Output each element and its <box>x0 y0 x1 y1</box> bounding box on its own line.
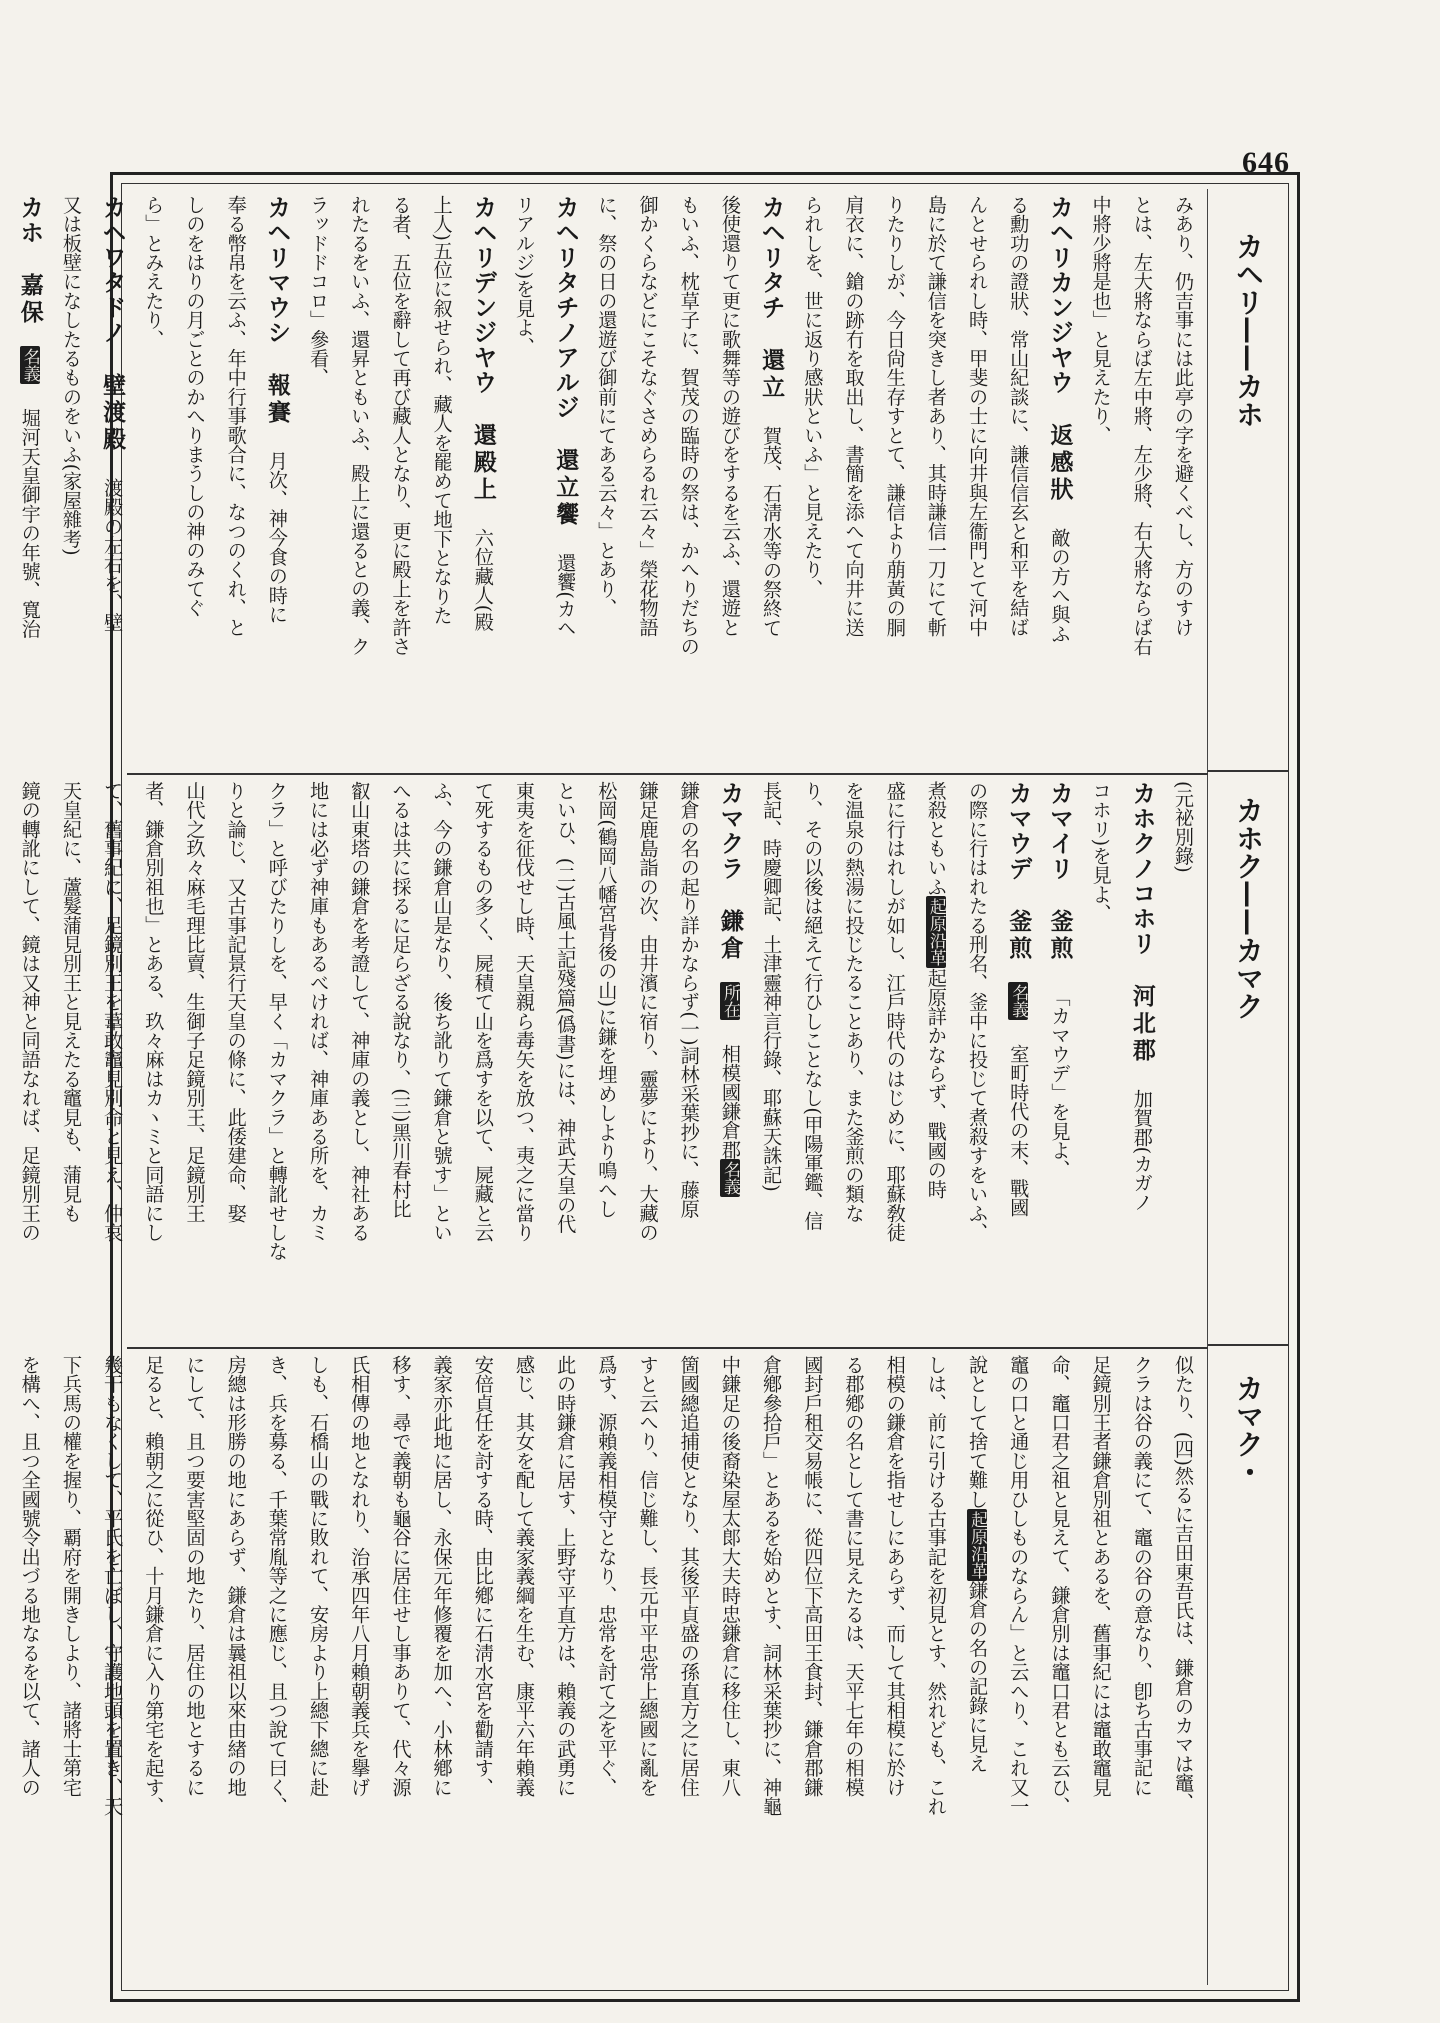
text-column <box>421 781 462 1345</box>
body-text: る郡鄕の名として書に見えたるは、天平七年の相模 <box>842 1355 866 1797</box>
text-column <box>10 781 51 1345</box>
entry-kanji: 釜煎 <box>1046 909 1074 963</box>
text-column <box>957 781 998 1345</box>
text-bands <box>15 189 1208 1985</box>
body-text: りたりしが、今日尙生存すとて、謙信より萠黃の胴 <box>883 195 907 637</box>
text-column <box>545 781 586 1345</box>
entry-text: 賀茂、石淸水等の祭終て <box>760 426 784 638</box>
entry-column <box>1039 195 1080 771</box>
text-column <box>627 1355 668 2003</box>
page-frame-inner <box>15 183 1289 1991</box>
body-text: 山代之玖々麻毛理比賣、生御子足鏡別王、足鏡別王 <box>183 781 207 1223</box>
text-column <box>751 1355 792 2003</box>
section-badge: 名義 <box>19 348 40 383</box>
page-frame <box>15 172 1300 2002</box>
margin-separator <box>1208 770 1288 772</box>
entry-kanji: 壁渡殿 <box>99 373 127 454</box>
text-column <box>669 781 710 1345</box>
entry-headword: カヘリタチノアルジ <box>551 195 580 420</box>
text-column <box>92 1355 133 2003</box>
entry-text: 「カマウデ」を見よ、 <box>1048 987 1072 1179</box>
text-column <box>0 781 10 1345</box>
body-text: 御かくらなどにこそなぐさめらるれ云々」榮花物語 <box>636 195 660 637</box>
text-column <box>792 1355 833 2003</box>
body-text: 鏡の轉訛にして、鏡は又神と同語なれば、足鏡別王の <box>18 781 42 1242</box>
body-text: 下兵馬の權を握り、覇府を開きしより、諸將士第宅 <box>59 1355 83 1797</box>
entry-headword: カヘリマウシ <box>262 195 291 345</box>
body-text <box>0 1355 1 1797</box>
body-text: る者、五位を辭して再び藏人となり、更に殿上を許さ <box>389 195 413 656</box>
text-column <box>998 1355 1039 2003</box>
body-text: 起原詳かならず、戰國の時 <box>924 968 948 1199</box>
text-column <box>669 195 710 771</box>
margin-separator <box>1208 1344 1288 1346</box>
body-text: 說として捨て難し <box>966 1355 990 1509</box>
body-text: 此の時鎌倉に居す、上野守平直方は、賴義の武勇に <box>554 1355 578 1797</box>
body-text: 爲す、源賴義相模守となり、忠常を討て之を平ぐ、 <box>595 1355 619 1797</box>
body-text: といひ、(二)古風土記殘篇(僞書)には、神武天皇の代 <box>554 781 578 1234</box>
body-text: 盛に行はれしが如し、江戶時代のはじめに、耶蘇敎徒 <box>883 781 907 1242</box>
body-text: しのをはりの月ごとのかへりまうしの神のみてぐ <box>183 195 207 618</box>
body-text: 移す、尋で義朝も龜谷に居住せし事ありて、代々源 <box>389 1355 413 1797</box>
body-text: 叡山東塔の鎌倉を考證して、神庫の義とし、神社ある <box>348 781 372 1242</box>
entry-headword: カホ <box>15 195 44 245</box>
spacer <box>1007 963 1030 982</box>
text-column <box>545 1355 586 2003</box>
body-text: クラは谷の義にて、竈の谷の意なり、卽ち古事記に <box>1130 1355 1154 1797</box>
entry-kanji: 報賽 <box>263 373 291 427</box>
body-text: 倉鄕參拾戶」とあるを始めとす、詞林采葉抄に、神龜 <box>760 1355 784 1816</box>
text-column <box>298 1355 339 2003</box>
body-text: クラ」と呼びたりしを、早く「カマクラ」と轉訛せしな <box>265 781 289 1261</box>
text-column <box>957 195 998 771</box>
body-text: 命、竈口君之祖と見えて、鎌倉別は竈口君とも云ひ、 <box>1048 1355 1072 1816</box>
text-column <box>1080 195 1121 771</box>
text-column <box>916 781 957 1345</box>
body-text: 又は板壁になしたるものをいふ(家屋雜考) <box>59 195 83 556</box>
text-column <box>339 195 380 771</box>
text-band-bottom <box>18 1347 1208 2003</box>
entry-text: 相模國鎌倉郡 <box>718 1044 742 1160</box>
entry-headword: カヘワタドノ <box>98 195 127 345</box>
entry-column <box>463 195 504 771</box>
section-badge: 起原沿革 <box>967 1510 988 1579</box>
entry-headword: カマクラ <box>715 781 744 881</box>
entry-column <box>257 195 298 771</box>
margin-header-bottom: カマク・ <box>1232 1374 1265 1486</box>
text-column <box>792 195 833 771</box>
body-text: 肩衣に、鎗の跡冇を取出し、書簡を添へて向井に送 <box>842 195 866 637</box>
body-text: へるは共に採るに足らざる說なり、(三)黑川春村比 <box>389 781 413 1219</box>
text-column <box>133 195 174 771</box>
body-text: を構へ、且つ全國號令出づる地なるを以て、諸人の <box>18 1355 42 1797</box>
body-text <box>0 781 1 1223</box>
text-column <box>380 781 421 1345</box>
text-column <box>463 1355 504 2003</box>
body-text: 天皇紀に、蘆髮蒲見別王と見えたる竈見も、蒲見も <box>59 781 83 1223</box>
body-text <box>0 195 1 637</box>
text-column <box>1080 781 1121 1345</box>
spacer <box>719 963 742 982</box>
entry-text: 敵の方へ與ふ <box>1048 528 1072 644</box>
body-text: とは、左大將ならば左中將、左少將、右大將ならば右 <box>1130 195 1154 656</box>
body-text: 國封戶租交易帳に、從四位下高田王食封、鎌倉郡鎌 <box>801 1355 825 1797</box>
body-text: 感じ、其女を配して義家義綱を生む、康平六年賴義 <box>513 1355 536 1797</box>
section-badge: 名義 <box>1008 984 1029 1019</box>
text-column <box>627 195 668 771</box>
text-column <box>257 781 298 1345</box>
page-number: 646 <box>1242 146 1290 179</box>
entry-column <box>545 195 586 771</box>
text-column <box>174 781 215 1345</box>
text-column <box>1039 1355 1080 2003</box>
text-column <box>10 1355 51 2003</box>
body-text: 上人)五位に叙せられ、藏人を罷めて地下となりた <box>430 195 454 625</box>
body-text: られしを、世に返り感狀といふ」と見えたり、 <box>801 195 825 599</box>
text-column <box>216 1355 257 2003</box>
entry-kanji: 嘉保 <box>16 273 44 327</box>
text-column <box>875 1355 916 2003</box>
body-text: 鎌足鹿島詣の次、由井濱に宿り、靈夢により、大藏の <box>636 781 660 1242</box>
body-text: すと云へり、信じ難し、長元中平忠常上總國に亂を <box>636 1355 660 1797</box>
body-text: れたるをいふ、還昇ともいふ、殿上に還るとの義、ク <box>348 195 372 656</box>
text-column <box>1122 1355 1163 2003</box>
body-text: 氏相傳の地となれり、治承四年八月賴朝義兵を擧げ <box>348 1355 372 1797</box>
entry-text: 室町時代の末、戰國 <box>1007 1044 1031 1218</box>
body-text: 奉る幣帛を云ふ、年中行事歌合に、なつのくれ、と <box>224 195 248 637</box>
text-column <box>875 781 916 1345</box>
text-column <box>710 1355 751 2003</box>
entry-headword: カヘリカンジヤウ <box>1045 195 1074 395</box>
body-text: ら」とみえたり、 <box>142 195 166 349</box>
text-column <box>380 1355 421 2003</box>
entry-kanji: 還殿上 <box>469 423 497 504</box>
text-column <box>998 195 1039 771</box>
entry-text: 加賀郡(カガノ <box>1130 1089 1154 1212</box>
text-column <box>833 1355 874 2003</box>
text-column <box>174 1355 215 2003</box>
text-column <box>257 1355 298 2003</box>
body-text: 鎌倉の名の起り詳かならず(一)詞林采葉抄に、藤原 <box>677 781 701 1219</box>
text-column <box>833 781 874 1345</box>
body-text: 義家亦此地に居し、永保元年修覆を加へ、小林鄕に <box>430 1355 454 1797</box>
entry-column <box>92 195 133 771</box>
body-text: 中將少將是也」と見えたり、 <box>1089 195 1113 445</box>
entry-kanji: 河北郡 <box>1128 984 1156 1065</box>
margin-header-top: カヘリ——カホ <box>1232 232 1265 428</box>
body-text: 松岡(鶴岡八幡宮背後の山)に鎌を埋めしより鳴へし <box>595 781 619 1219</box>
body-text: にして、且つ要害堅固の地たり、居住の地とするに <box>183 1355 207 1797</box>
text-column <box>916 1355 957 2003</box>
body-text: 後使還りて更に歌舞等の遊びをするを云ふ、還遊と <box>718 195 742 637</box>
section-badge: 起原沿革 <box>925 898 946 967</box>
body-text: 足鏡別王者鎌倉別祖とあるを、舊事紀には竈敢竈見 <box>1089 1355 1113 1797</box>
text-column <box>1163 1355 1204 2003</box>
entry-headword: カホクノコホリ <box>1127 781 1156 956</box>
body-text: を温泉の熱湯に投じたることあり、また釜煎の類な <box>842 781 866 1223</box>
text-column <box>1163 781 1204 1345</box>
text-column <box>380 195 421 771</box>
text-band-top <box>15 189 1208 771</box>
body-text: 煮殺ともいふ <box>924 781 948 897</box>
text-band-middle <box>18 773 1208 1345</box>
entry-column <box>751 195 792 771</box>
body-text: ラッドドコロ」參看、 <box>307 195 331 387</box>
text-column <box>421 195 462 771</box>
text-column <box>298 195 339 771</box>
text-column <box>586 195 627 771</box>
body-text: 者、鎌倉別祖也」とある、玖々麻はカヽミと同語にし <box>142 781 166 1242</box>
text-column <box>216 781 257 1345</box>
entry-headword: カマウデ <box>1004 781 1033 881</box>
body-text: 相模の鎌倉を指せしにあらず、而して其相模に於け <box>883 1355 907 1797</box>
text-column <box>916 195 957 771</box>
entry-headword: カマイリ <box>1045 781 1074 881</box>
body-text: 幾干もなくして、平氏を亡ぼし、守護地頭を置き、天 <box>101 1355 125 1816</box>
spacer <box>19 327 42 346</box>
text-column <box>1080 1355 1121 2003</box>
text-column <box>0 1355 10 2003</box>
text-column <box>504 1355 545 2003</box>
body-text: みあり、仍吉事には此亭の字を避くべし、方のすけ <box>1172 195 1195 637</box>
text-column <box>833 195 874 771</box>
text-column <box>710 195 751 771</box>
text-column <box>92 781 133 1345</box>
text-column <box>875 195 916 771</box>
entry-text: 還饗(カヘ <box>554 553 578 638</box>
section-badge: 所在 <box>719 984 740 1019</box>
text-column <box>339 781 380 1345</box>
text-column <box>51 195 92 771</box>
text-column <box>133 1355 174 2003</box>
text-column <box>1122 195 1163 771</box>
body-text: 長記、時慶卿記、土津靈神言行錄、耶蘇天誅記) <box>760 781 784 1192</box>
text-column <box>133 781 174 1345</box>
text-column <box>504 781 545 1345</box>
body-text: て、舊事紀に、足鏡別王を葦敢竈見別命と見え、仲哀 <box>101 781 125 1242</box>
body-text: き、兵を募る、千葉常胤等之に應じ、且つ說て曰く、 <box>265 1355 289 1816</box>
text-column <box>669 1355 710 2003</box>
body-text: 箇國總追捕使となり、其後平貞盛の孫直方之に居住 <box>677 1355 701 1797</box>
entry-column <box>1039 781 1080 1345</box>
section-badge: 名義 <box>719 1161 740 1196</box>
body-text: 竈の口と通じ用ひしものならん」と云へり、これ又一 <box>1007 1355 1031 1816</box>
body-text: に、祭の日の還遊び御前にてある云々」とあり、 <box>595 195 619 618</box>
text-column <box>421 1355 462 2003</box>
body-text: (元祕別錄) <box>1172 781 1195 873</box>
entry-column <box>710 781 751 1345</box>
body-text: ふ、今の鎌倉山是なり、後ち訛りて鎌倉と號す」とい <box>430 781 454 1242</box>
body-text: もいふ、枕草子に、賀茂の臨時の祭は、かへりだちの <box>677 195 701 656</box>
entry-kanji: 還立 <box>758 348 786 402</box>
body-text: 房總は形勝の地にあらず、鎌倉は曩祖以來由緖の地 <box>224 1355 248 1797</box>
body-text: りと論じ、又古事記景行天皇の條に、此倭建命、娶 <box>224 781 248 1223</box>
entry-column <box>10 195 51 771</box>
body-text: コホリ)を見よ、 <box>1089 781 1113 923</box>
text-column <box>298 781 339 1345</box>
body-text: 東夷を征伐せし時、天皇親ら毒矢を放つ、夷之に當り <box>513 781 536 1242</box>
body-text: しも、石橋山の戰に敗れて、安房より上總下總に赴 <box>307 1355 331 1797</box>
entry-headword: カヘリタチ <box>757 195 786 320</box>
body-text: る勳功の證狀、常山紀談に、謙信信玄と和平を結ば <box>1007 195 1031 637</box>
text-column <box>957 1355 998 2003</box>
entry-kanji: 返感狀 <box>1046 423 1074 504</box>
body-text: んとせられし時、甲斐の士に向井與左衞門とて河中 <box>966 195 990 637</box>
entry-kanji: 鎌倉 <box>716 909 744 963</box>
body-text: 中鎌足の後裔染屋太郞大夫時忠鎌倉に移住し、東八 <box>718 1355 742 1797</box>
body-text: 鎌倉の名の記錄に見え <box>966 1580 990 1773</box>
entry-text: 渡殿の左右を、壁 <box>101 478 125 632</box>
text-column <box>463 781 504 1345</box>
text-column <box>586 1355 627 2003</box>
text-column <box>174 195 215 771</box>
entry-text: 堀河天皇御宇の年號、寬治 <box>18 408 42 639</box>
text-column <box>751 781 792 1345</box>
text-column <box>792 781 833 1345</box>
entry-text: 六位藏人(殿 <box>471 528 495 632</box>
body-text: 似たり、(四)然るに吉田東吾氏は、鎌倉のカマは竈、 <box>1172 1355 1195 1812</box>
text-column <box>504 195 545 771</box>
text-column <box>627 781 668 1345</box>
body-text: 島に於て謙信を突きし者あり、其時謙信一刀にて斬 <box>924 195 948 637</box>
entry-kanji: 還立饗 <box>552 448 580 529</box>
text-column <box>51 781 92 1345</box>
body-text: しは、前に引ける古事記を初見とす、然れども、これ <box>924 1355 948 1816</box>
text-column <box>51 1355 92 2003</box>
body-text: の際に行はれたる刑名、釜中に投じて煮殺すをいふ、 <box>966 781 990 1242</box>
text-column <box>216 195 257 771</box>
entry-column <box>998 781 1039 1345</box>
text-column <box>339 1355 380 2003</box>
body-text: 足ると、賴朝之に從ひ、十月鎌倉に入り第宅を起す、 <box>142 1355 166 1816</box>
entry-column <box>1122 781 1163 1345</box>
body-text: 地には必ず神庫もあるべければ、神庫ある所を、カミ <box>307 781 331 1242</box>
text-column <box>586 781 627 1345</box>
body-text: リアルジ)を見よ、 <box>513 195 536 357</box>
margin-header-middle: カホク——カマク <box>1232 796 1265 1020</box>
body-text: て死するもの多く、屍積て山を爲すを以て、屍藏と云 <box>471 781 495 1242</box>
text-column <box>1163 195 1204 771</box>
entry-text: 月次、神今食の時に <box>265 451 289 624</box>
body-text: り、その以後は絕えて行ひしことなし(甲陽軍鑑、信 <box>801 781 825 1231</box>
entry-headword: カヘリデンジヤウ <box>468 195 497 395</box>
entry-kanji: 釜煎 <box>1005 909 1033 963</box>
body-text: 安倍貞任を討する時、由比鄕に石淸水宮を勸請す、 <box>471 1355 495 1797</box>
